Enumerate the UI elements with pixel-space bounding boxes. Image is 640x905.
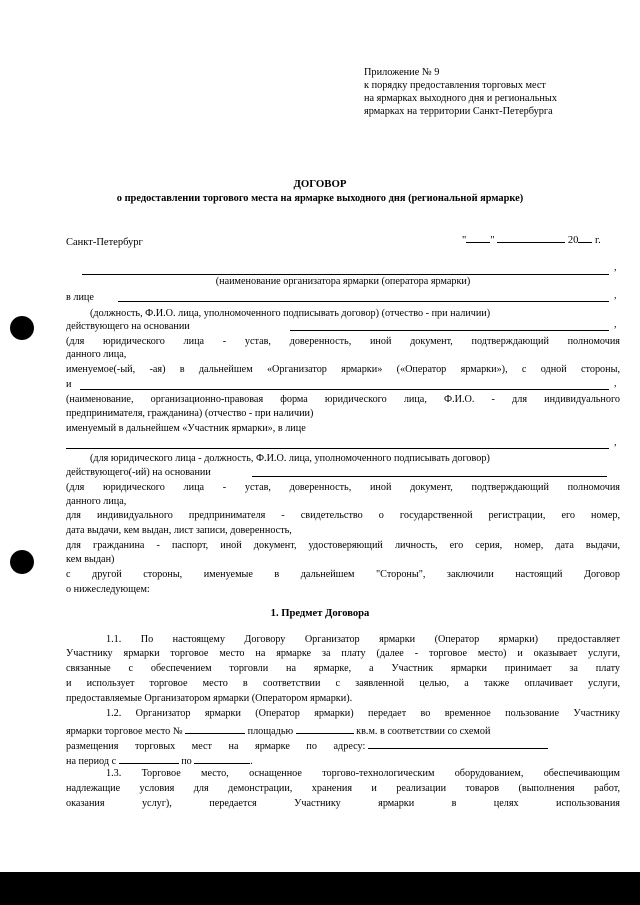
in-person-label: в лице [66,292,94,303]
date-line [462,232,601,248]
year-blank [578,232,592,243]
appendix-line: Приложение № 9 [364,67,440,78]
comma: , [614,319,617,330]
appendix-line: на ярмарках выходного дня и региональных [364,93,557,105]
paragraph-1-2-line [66,738,620,753]
acting-basis-label: действующего на основании [66,321,190,332]
section-heading: 1. Предмет Договора [270,608,370,619]
paragraph-1-3: 1.3. Торговое место, оснащенное торгово-технологическим оборудованием, обеспечивающим [106,768,620,779]
paragraph-1-1-line: связанные с обеспечением торговли на ярмарке, а Участник ярмарки принимает за плату [66,663,620,674]
document-title: ДОГОВОР [293,178,347,190]
paragraph-1-1-line: предоставляемые Организатором ярмарки (Оператором ярмарки). [66,693,353,704]
address-label: размещения торговых мест на ярмарке по адресу: [66,741,366,752]
participant-name-hint: (наименование, организационно-правовая форма юридического лица, Ф.И.О. - для индивидуального [66,394,620,405]
month-blank [497,232,565,243]
document-subtitle: о предоставлении торгового места на ярмарке выходного дня (региональной ярмарке) [116,193,524,204]
paragraph-1-1-line: Участнику ярмарки торговое место на ярмарке за плату (далее - торговое место) и оказывает услуги, [66,648,620,659]
punch-hole-top [10,316,34,340]
other-side-text-2: о нижеследующем: [66,584,150,595]
participant-acting-label: действующего(-ий) на основании [66,467,211,478]
legal-basis-hint-2: данного лица, [66,349,127,360]
participant-basis-hint: (для юридического лица - устав, доверенность, иной документ, подтверждающий полномочия [66,482,620,493]
period-from-label: на период с [66,756,117,767]
city: Санкт-Петербург [66,237,143,248]
appendix-line: к порядку предоставления торговых мест [364,80,546,92]
participant-name-blank [80,389,609,390]
area-label: площадью [247,726,294,737]
scan-bottom-edge [0,872,640,905]
comma: , [614,290,617,301]
period-end: . [250,756,253,767]
basis-blank [290,330,609,331]
participant-basis-blank [252,476,607,477]
comma: , [614,262,617,273]
place-number-label: ярмарки торговое место № [66,726,183,737]
comma: , [614,437,617,448]
date-quote: " [462,235,467,246]
paragraph-1-2-line [66,753,620,768]
period-to-blank [194,753,250,764]
comma: , [614,378,617,389]
paragraph-1-3-line: оказания услуг), передается Участнику ярмарки в целях использования [66,798,620,809]
year-suffix: г. [594,235,601,246]
and-label: и [66,379,72,390]
area-blank [296,723,354,734]
address-blank [368,738,548,749]
date-quote: " [490,235,495,246]
organizer-named: именуемое(-ый, -ая) в дальнейшем «Организатор ярмарки» («Оператор ярмарки»), с одной стороны, [66,364,620,375]
ip-hint-2: дата выдачи, кем выдан, лист записи, доверенность, [66,525,292,536]
participant-basis-hint-2: данного лица, [66,496,127,507]
legal-basis-hint: (для юридического лица - устав, доверенность, иной документ, подтверждающий полномочия [66,336,620,347]
organizer-name-hint: (наименование организатора ярмарки (оператора ярмарки) [215,276,471,287]
period-to-label: по [181,756,192,767]
paragraph-1-3-line: надлежащие условия для демонстрации, хранения и реализации товаров (выполнения работ, [66,783,620,794]
ip-hint: для индивидуального предпринимателя - свидетельство о государственной регистрации, его номер, [66,510,620,521]
paragraph-1-1: 1.1. По настоящему Договору Организатор ярмарки (Оператор ярмарки) предоставляет [106,634,620,645]
representative-blank [118,301,609,302]
participant-representative-blank [66,448,609,449]
punch-hole-bottom [10,550,34,574]
paragraph-1-2: 1.2. Организатор ярмарки (Оператор ярмарки) передает во временное пользование Участнику [106,708,620,719]
organizer-name-blank [82,274,609,275]
day-blank [466,232,490,243]
appendix-line: ярмарках на территории Санкт-Петербурга [364,106,553,118]
participant-named: именуемый в дальнейшем «Участник ярмарки», в лице [66,423,306,434]
scheme-label: кв.м. в соответствии со схемой [356,726,491,737]
place-number-blank [185,723,245,734]
year-prefix: 20 [567,235,579,246]
period-from-blank [119,753,179,764]
paragraph-1-1-line: и использует торговое место в соответствии с заявленной целью, а также оплачивает услуги, [66,678,620,689]
appendix-block [364,66,634,118]
paragraph-1-2-line [66,723,620,738]
participant-name-hint-2: предпринимателя, гражданина) (отчество - при наличии) [66,408,314,419]
citizen-hint: для гражданина - паспорт, иной документ, удостоверяющий личность, его серия, номер, дата выдачи, [66,540,620,551]
other-side-text: с другой стороны, именуемые в дальнейшем "Стороны", заключили настоящий Договор [66,569,620,580]
citizen-hint-2: кем выдан) [66,554,115,565]
position-hint: (должность, Ф.И.О. лица, уполномоченного подписывать договор) (отчество - при наличии) [90,308,491,319]
participant-position-hint: (для юридического лица - должность, Ф.И.О. лица, уполномоченного подписывать договор) [90,453,490,464]
